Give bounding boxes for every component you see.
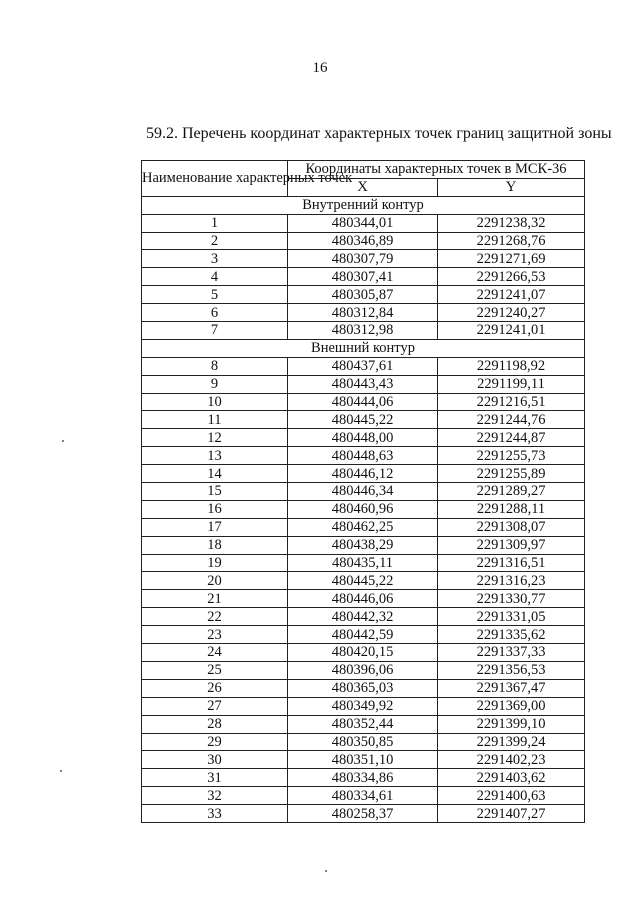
- point-number-cell: 13: [142, 447, 288, 465]
- x-coordinate-cell: 480396,06: [288, 661, 438, 679]
- point-number-cell: 31: [142, 769, 288, 787]
- table-row: [142, 536, 585, 554]
- x-coordinate-cell: 480448,00: [288, 429, 438, 447]
- x-coordinate-cell: 480446,06: [288, 590, 438, 608]
- point-number-cell: 14: [142, 465, 288, 483]
- table-row: [142, 232, 585, 250]
- point-number-cell: 17: [142, 518, 288, 536]
- table-row: [142, 554, 585, 572]
- y-coordinate-cell: 2291402,23: [438, 751, 585, 769]
- y-coordinate-cell: 2291356,53: [438, 661, 585, 679]
- table-row: [142, 411, 585, 429]
- point-number-cell: 16: [142, 500, 288, 518]
- table-row: [142, 429, 585, 447]
- table-row: [142, 214, 585, 232]
- table-row: [142, 679, 585, 697]
- y-coordinate-cell: 2291316,51: [438, 554, 585, 572]
- y-coordinate-cell: 2291403,62: [438, 769, 585, 787]
- x-coordinate-cell: 480442,59: [288, 626, 438, 644]
- x-coordinate-cell: 480349,92: [288, 697, 438, 715]
- point-number-cell: 22: [142, 608, 288, 626]
- section-row: [142, 339, 585, 357]
- x-coordinate-cell: 480444,06: [288, 393, 438, 411]
- y-coordinate-cell: 2291331,05: [438, 608, 585, 626]
- table-row: [142, 322, 585, 340]
- table-row: [142, 733, 585, 751]
- x-coordinate-cell: 480307,41: [288, 268, 438, 286]
- y-coordinate-cell: 2291238,32: [438, 214, 585, 232]
- point-number-cell: 18: [142, 536, 288, 554]
- y-coordinate-cell: 2291241,01: [438, 322, 585, 340]
- x-coordinate-cell: 480334,86: [288, 769, 438, 787]
- point-number-cell: 27: [142, 697, 288, 715]
- y-coordinate-cell: 2291288,11: [438, 500, 585, 518]
- point-number-cell: 12: [142, 429, 288, 447]
- y-coordinate-cell: 2291240,27: [438, 304, 585, 322]
- x-coordinate-cell: 480312,84: [288, 304, 438, 322]
- point-number-cell: 20: [142, 572, 288, 590]
- y-coordinate-cell: 2291266,53: [438, 268, 585, 286]
- table-row: [142, 751, 585, 769]
- x-coordinate-cell: 480446,34: [288, 483, 438, 501]
- x-coordinate-cell: 480460,96: [288, 500, 438, 518]
- x-coordinate-cell: 480420,15: [288, 644, 438, 662]
- point-number-cell: 1: [142, 214, 288, 232]
- x-coordinate-cell: 480435,11: [288, 554, 438, 572]
- table-row: [142, 375, 585, 393]
- x-coordinate-cell: 480443,43: [288, 375, 438, 393]
- table-row: [142, 715, 585, 733]
- table-row: [142, 483, 585, 501]
- scan-speck: [62, 440, 64, 442]
- table-row: [142, 787, 585, 805]
- table-row: [142, 661, 585, 679]
- point-number-cell: 33: [142, 805, 288, 823]
- y-coordinate-cell: 2291399,24: [438, 733, 585, 751]
- section-title: Внешний контур: [142, 339, 585, 357]
- point-number-cell: 11: [142, 411, 288, 429]
- x-coordinate-cell: 480352,44: [288, 715, 438, 733]
- document-heading: 59.2. Перечень координат характерных точек границ защитной зоны: [146, 125, 612, 142]
- point-number-cell: 23: [142, 626, 288, 644]
- coordinates-table: [141, 160, 585, 823]
- header-x: X: [288, 178, 438, 196]
- y-coordinate-cell: 2291369,00: [438, 697, 585, 715]
- table-row: [142, 769, 585, 787]
- x-coordinate-cell: 480346,89: [288, 232, 438, 250]
- table-row: [142, 572, 585, 590]
- y-coordinate-cell: 2291271,69: [438, 250, 585, 268]
- table-header: [142, 161, 585, 197]
- y-coordinate-cell: 2291316,23: [438, 572, 585, 590]
- table-row: [142, 697, 585, 715]
- x-coordinate-cell: 480445,22: [288, 411, 438, 429]
- table-row: [142, 626, 585, 644]
- point-number-cell: 15: [142, 483, 288, 501]
- header-point-name: Наименование характерных точек: [142, 161, 288, 197]
- table-row: [142, 590, 585, 608]
- x-coordinate-cell: 480334,61: [288, 787, 438, 805]
- header-coordinates: Координаты характерных точек в МСК-36: [288, 161, 585, 179]
- section-row: [142, 196, 585, 214]
- point-number-cell: 8: [142, 357, 288, 375]
- point-number-cell: 3: [142, 250, 288, 268]
- x-coordinate-cell: 480350,85: [288, 733, 438, 751]
- point-number-cell: 9: [142, 375, 288, 393]
- table-row: [142, 447, 585, 465]
- point-number-cell: 2: [142, 232, 288, 250]
- table-row: [142, 644, 585, 662]
- y-coordinate-cell: 2291244,76: [438, 411, 585, 429]
- point-number-cell: 24: [142, 644, 288, 662]
- table-row: [142, 268, 585, 286]
- y-coordinate-cell: 2291255,73: [438, 447, 585, 465]
- point-number-cell: 32: [142, 787, 288, 805]
- x-coordinate-cell: 480312,98: [288, 322, 438, 340]
- point-number-cell: 21: [142, 590, 288, 608]
- x-coordinate-cell: 480305,87: [288, 286, 438, 304]
- point-number-cell: 29: [142, 733, 288, 751]
- table-row: [142, 286, 585, 304]
- table-row: [142, 465, 585, 483]
- x-coordinate-cell: 480445,22: [288, 572, 438, 590]
- y-coordinate-cell: 2291330,77: [438, 590, 585, 608]
- table-row: [142, 250, 585, 268]
- table-row: [142, 518, 585, 536]
- y-coordinate-cell: 2291399,10: [438, 715, 585, 733]
- table-row: [142, 304, 585, 322]
- x-coordinate-cell: 480437,61: [288, 357, 438, 375]
- point-number-cell: 28: [142, 715, 288, 733]
- point-number-cell: 4: [142, 268, 288, 286]
- y-coordinate-cell: 2291268,76: [438, 232, 585, 250]
- table-row: [142, 357, 585, 375]
- x-coordinate-cell: 480438,29: [288, 536, 438, 554]
- table-row: [142, 608, 585, 626]
- x-coordinate-cell: 480446,12: [288, 465, 438, 483]
- table-row: [142, 500, 585, 518]
- table-row: [142, 393, 585, 411]
- section-title: Внутренний контур: [142, 196, 585, 214]
- point-number-cell: 10: [142, 393, 288, 411]
- y-coordinate-cell: 2291309,97: [438, 536, 585, 554]
- y-coordinate-cell: 2291335,62: [438, 626, 585, 644]
- x-coordinate-cell: 480462,25: [288, 518, 438, 536]
- x-coordinate-cell: 480258,37: [288, 805, 438, 823]
- x-coordinate-cell: 480365,03: [288, 679, 438, 697]
- point-number-cell: 19: [142, 554, 288, 572]
- point-number-cell: 6: [142, 304, 288, 322]
- table-body: [142, 196, 585, 822]
- page-number: 16: [312, 60, 328, 76]
- table-row: [142, 805, 585, 823]
- y-coordinate-cell: 2291255,89: [438, 465, 585, 483]
- y-coordinate-cell: 2291241,07: [438, 286, 585, 304]
- header-y: Y: [438, 178, 585, 196]
- y-coordinate-cell: 2291289,27: [438, 483, 585, 501]
- x-coordinate-cell: 480442,32: [288, 608, 438, 626]
- point-number-cell: 5: [142, 286, 288, 304]
- y-coordinate-cell: 2291407,27: [438, 805, 585, 823]
- y-coordinate-cell: 2291198,92: [438, 357, 585, 375]
- x-coordinate-cell: 480448,63: [288, 447, 438, 465]
- y-coordinate-cell: 2291400,63: [438, 787, 585, 805]
- x-coordinate-cell: 480351,10: [288, 751, 438, 769]
- x-coordinate-cell: 480344,01: [288, 214, 438, 232]
- y-coordinate-cell: 2291199,11: [438, 375, 585, 393]
- point-number-cell: 7: [142, 322, 288, 340]
- scan-speck: [325, 870, 327, 872]
- point-number-cell: 25: [142, 661, 288, 679]
- scan-speck: [60, 770, 62, 772]
- y-coordinate-cell: 2291308,07: [438, 518, 585, 536]
- point-number-cell: 30: [142, 751, 288, 769]
- y-coordinate-cell: 2291216,51: [438, 393, 585, 411]
- y-coordinate-cell: 2291244,87: [438, 429, 585, 447]
- x-coordinate-cell: 480307,79: [288, 250, 438, 268]
- y-coordinate-cell: 2291337,33: [438, 644, 585, 662]
- point-number-cell: 26: [142, 679, 288, 697]
- y-coordinate-cell: 2291367,47: [438, 679, 585, 697]
